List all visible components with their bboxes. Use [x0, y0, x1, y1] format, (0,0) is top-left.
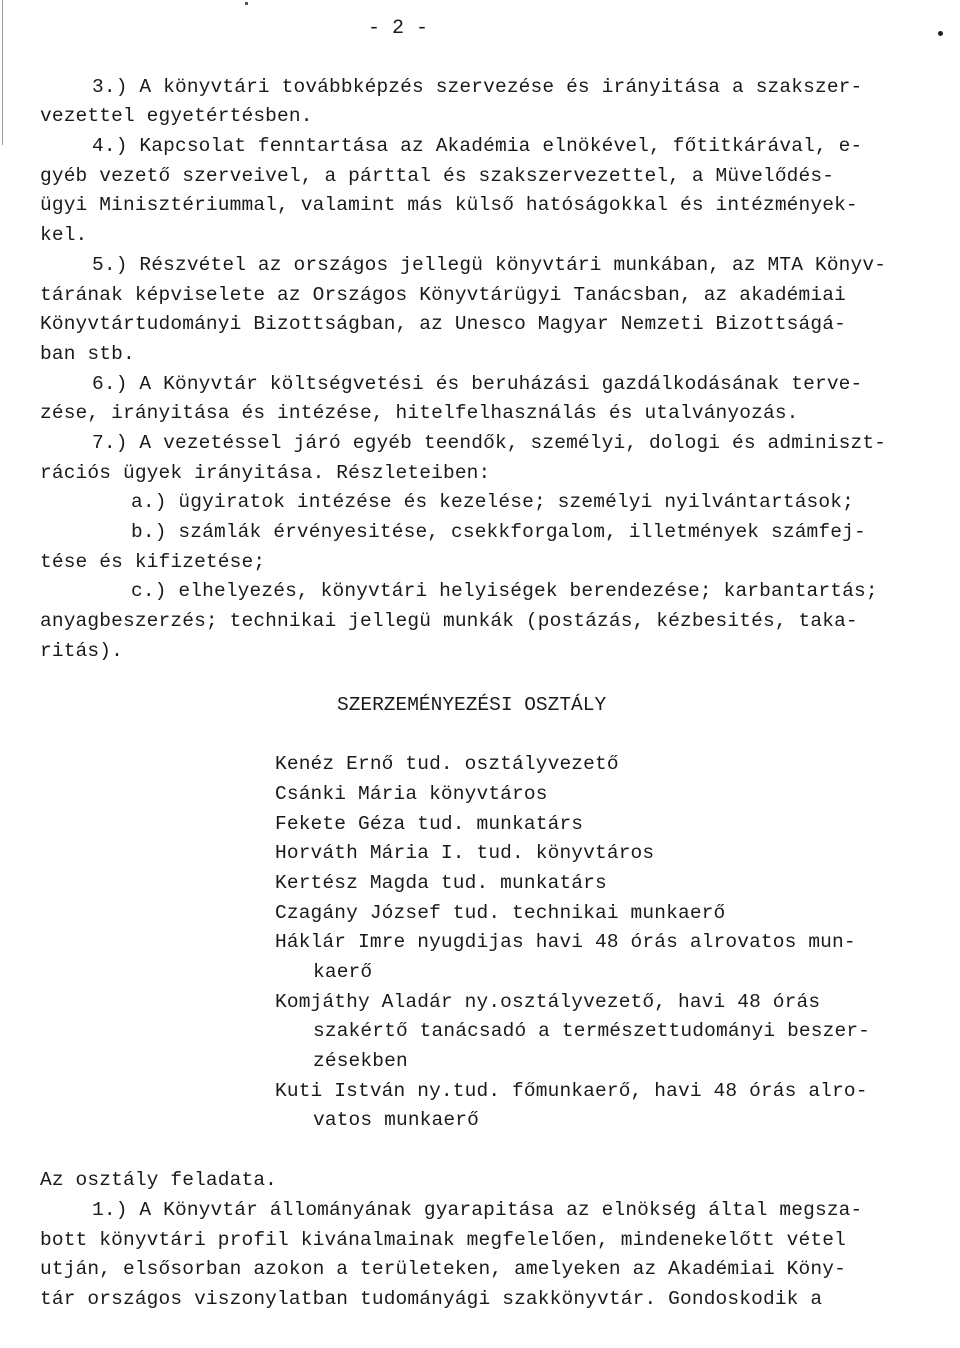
page-number: - 2 - — [368, 17, 429, 40]
staff-line: Fekete Géza tud. munkatárs — [275, 813, 584, 835]
scan-edge-line — [2, 0, 3, 145]
staff-line: Czagány József tud. technikai munkaerő — [275, 902, 726, 924]
text-line: tárának képviselete az Országos Könyvtárügyi Tanácsban, az akadémiai — [40, 284, 846, 306]
text-line: bott könyvtári profil kivánalmainak megfelelően, mindenekelőtt vétel — [40, 1229, 846, 1251]
text-line: ritás). — [40, 640, 123, 662]
text-line: rációs ügyek irányitása. Részleteiben: — [40, 462, 491, 484]
section-heading: SZERZEMÉNYEZÉSI OSZTÁLY — [337, 694, 607, 716]
text-line: gyéb vezető szerveivel, a párttal és szakszervezettel, a Müvelődés- — [40, 165, 835, 187]
text-line: Könyvtártudományi Bizottságban, az Unesco Magyar Nemzeti Bizottságá- — [40, 313, 846, 335]
staff-line: zésekben — [313, 1050, 408, 1072]
text-line: utján, elsősorban azokon a területeken, amelyeken az Akadémiai Köny- — [40, 1258, 846, 1280]
text-line: kel. — [40, 224, 88, 246]
text-line: vezettel egyetértésben. — [40, 105, 313, 127]
staff-line: kaerő — [313, 961, 373, 983]
staff-line: Kuti István ny.tud. főmunkaerő, havi 48 órás alro- — [275, 1080, 868, 1102]
staff-line: Háklár Imre nyugdijas havi 48 órás alrovatos mun- — [275, 931, 856, 953]
text-line: ban stb. — [40, 343, 135, 365]
staff-line: Horváth Mária I. tud. könyvtáros — [275, 842, 655, 864]
text-line: b.) számlák érvényesitése, csekkforgalom, illetmények számfej- — [131, 521, 866, 543]
scan-speck — [245, 2, 248, 5]
text-line: 6.) A Könyvtár költségvetési és beruházási gazdálkodásának terve- — [92, 373, 863, 395]
text-line: a.) ügyiratok intézése és kezelése; személyi nyilvántartások; — [131, 491, 854, 513]
staff-line: vatos munkaerő — [313, 1109, 479, 1131]
text-line: anyagbeszerzés; technikai jellegü munkák (postázás, kézbesités, taka- — [40, 610, 858, 632]
staff-line: Kenéz Ernő tud. osztályvezető — [275, 753, 619, 775]
staff-line: szakértő tanácsadó a természettudományi beszer- — [313, 1020, 871, 1042]
text-line: zése, irányitása és intézése, hitelfelhasználás és utalványozás. — [40, 402, 799, 424]
staff-line: Csánki Mária könyvtáros — [275, 783, 548, 805]
staff-line: Kertész Magda tud. munkatárs — [275, 872, 607, 894]
text-line: 1.) A Könyvtár állományának gyarapitása az elnökség által megsza- — [92, 1199, 863, 1221]
text-line: 5.) Részvétel az országos jellegü könyvtári munkában, az MTA Könyv- — [92, 254, 887, 276]
text-line: ügyi Minisztériummal, valamint más külső hatóságokkal és intézmények- — [40, 194, 858, 216]
text-line: 3.) A könyvtári továbbképzés szervezése és irányitása a szakszer- — [92, 76, 863, 98]
text-line: c.) elhelyezés, könyvtári helyiségek berendezése; karbantartás; — [131, 580, 878, 602]
text-line: tár országos viszonylatban tudományági szakkönyvtár. Gondoskodik a — [40, 1288, 823, 1310]
text-line: 4.) Kapcsolat fenntartása az Akadémia elnökével, főtitkárával, e- — [92, 135, 863, 157]
text-line: Az osztály feladata. — [40, 1169, 278, 1191]
scan-dot — [938, 31, 943, 36]
text-line: tése és kifizetése; — [40, 551, 266, 573]
text-line: 7.) A vezetéssel járó egyéb teendők, személyi, dologi és adminiszt- — [92, 432, 887, 454]
staff-line: Komjáthy Aladár ny.osztályvezető, havi 48 órás — [275, 991, 821, 1013]
